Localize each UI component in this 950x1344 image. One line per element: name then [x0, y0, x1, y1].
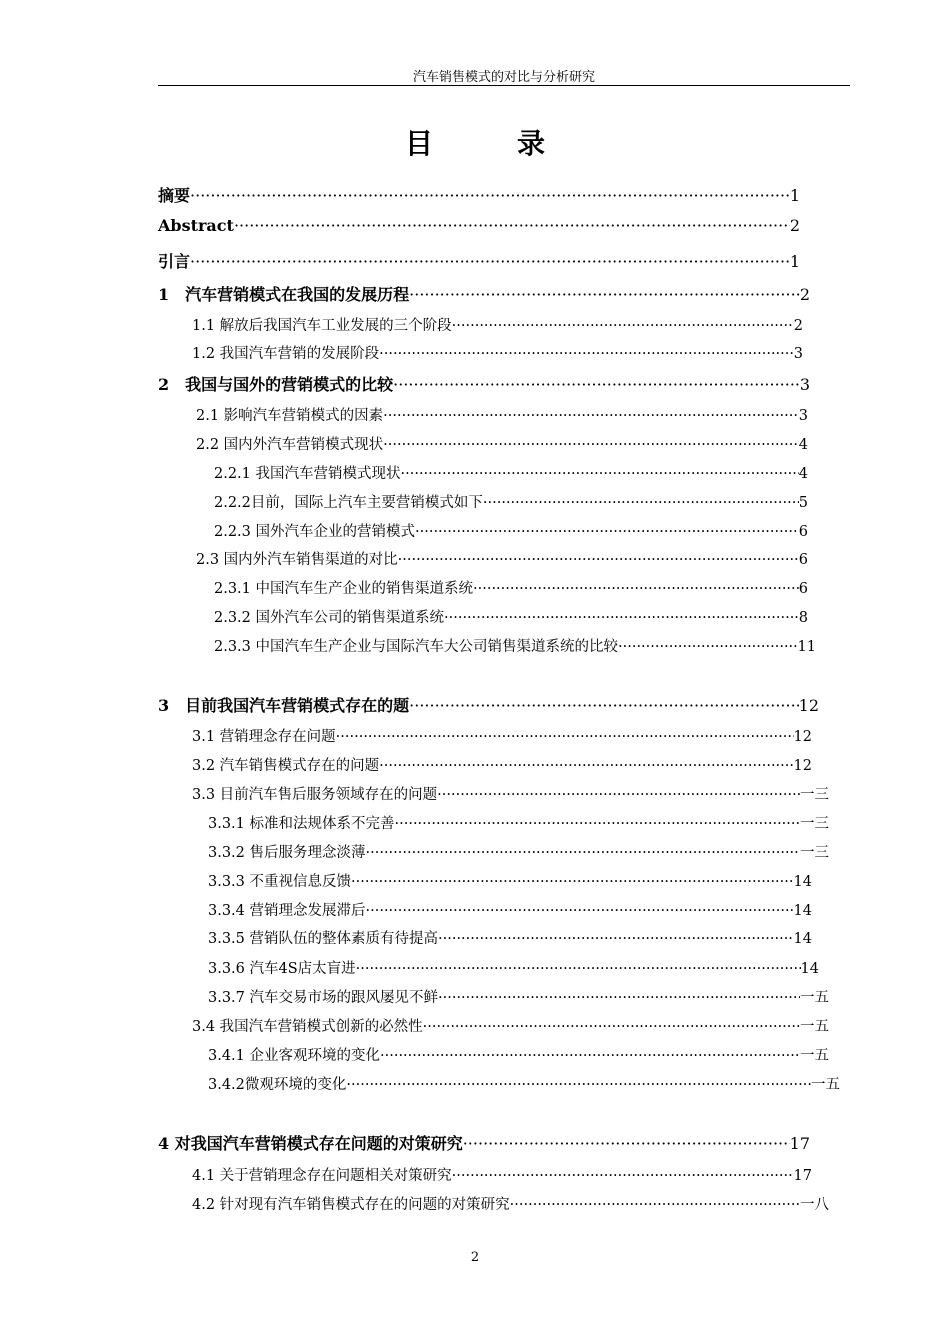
toc-entry[interactable]: 2.3.1 中国汽车生产企业的销售渠道系统 ····· 6	[214, 577, 808, 598]
page-number: 2	[470, 1250, 480, 1265]
toc-entry[interactable]: 2.3.2 国外汽车公司的销售渠道系统 ····· 8	[214, 606, 808, 627]
toc-entry[interactable]: 3.3.5 营销队伍的整体素质有待提高 ····· 14	[208, 927, 812, 948]
toc-entry[interactable]: 3.3 目前汽车售后服务领域存在的问题 ····· 一三	[192, 783, 829, 804]
toc-entry[interactable]: Abstract ····· 2	[158, 216, 800, 235]
toc-entry[interactable]: 2.2.2目前，国际上汽车主要营销模式如下 ····· 5	[214, 491, 808, 512]
toc-entry[interactable]: 3 目前我国汽车营销模式存在的题 ····· 12	[158, 693, 819, 716]
toc-entry[interactable]: 3.3.4 营销理念发展滞后 ····· 14	[208, 899, 812, 920]
toc-entry[interactable]: 2.2.1 我国汽车营销模式现状 ····· 4	[214, 462, 808, 483]
toc-entry[interactable]: 1 汽车营销模式在我国的发展历程 ····· 2	[158, 282, 810, 305]
toc-entry[interactable]: 1.2 我国汽车营销的发展阶段 ····· 3	[192, 342, 803, 363]
toc-entry[interactable]: 2.2 国内外汽车营销模式现状 ····· 4	[196, 433, 808, 454]
toc-entry[interactable]: 3.4 我国汽车营销模式创新的必然性 ····· 一五	[192, 1015, 829, 1036]
toc-entry[interactable]: 2.3.3 中国汽车生产企业与国际汽车大公司销售渠道系统的比较 ····· 11	[214, 635, 816, 656]
toc-entry[interactable]: 2.3 国内外汽车销售渠道的对比 ····· 6	[196, 548, 808, 569]
toc-title	[0, 122, 950, 162]
toc-entry[interactable]: 3.2 汽车销售模式存在的问题 ····· 12	[192, 754, 812, 775]
toc-entry[interactable]: 3.1 营销理念存在问题 ····· 12	[192, 725, 812, 746]
toc-entry[interactable]: 2.1 影响汽车营销模式的因素 ····· 3	[196, 404, 808, 425]
toc-entry[interactable]: 4 对我国汽车营销模式存在问题的对策研究 ····· 17	[158, 1131, 810, 1154]
toc-entry[interactable]: 3.3.2 售后服务理念淡薄 ····· 一三	[208, 841, 829, 862]
toc-entry[interactable]: 引言 ····· 1	[158, 249, 800, 272]
toc-entry[interactable]: 摘要 ····· 1	[158, 183, 800, 206]
toc-entry[interactable]: 4.1 关于营销理念存在问题相关对策研究 ····· 17	[192, 1164, 812, 1185]
toc-entry[interactable]: 3.3.1 标准和法规体系不完善 ····· 一三	[208, 812, 829, 833]
toc-entry[interactable]: 3.3.6 汽车4S店太盲进 ····· 14	[208, 957, 819, 978]
toc-entry[interactable]: 3.4.1 企业客观环境的变化 ····· 一五	[208, 1044, 829, 1065]
toc-entry[interactable]: 3.4.2微观环境的变化 ····· 一五	[208, 1073, 840, 1094]
toc-entry[interactable]: 2 我国与国外的营销模式的比较 ····· 3	[158, 372, 810, 395]
header-rule	[158, 85, 850, 86]
toc-title-char-1: 目	[404, 127, 433, 160]
toc-title-char-2: 录	[517, 127, 546, 160]
toc-entry[interactable]: 2.2.3 国外汽车企业的营销模式 ····· 6	[214, 520, 808, 541]
running-header-title: 汽车销售模式的对比与分析研究	[412, 70, 595, 85]
toc-entry[interactable]: 3.3.3 不重视信息反馈 ····· 14	[208, 870, 812, 891]
toc-entry[interactable]: 4.2 针对现有汽车销售模式存在的问题的对策研究 ····· 一八	[192, 1193, 829, 1214]
toc-entry[interactable]: 3.3.7 汽车交易市场的跟风屡见不鲜 ····· 一五	[208, 986, 829, 1007]
toc-entry[interactable]: 1.1 解放后我国汽车工业发展的三个阶段 ····· 2	[192, 314, 803, 335]
